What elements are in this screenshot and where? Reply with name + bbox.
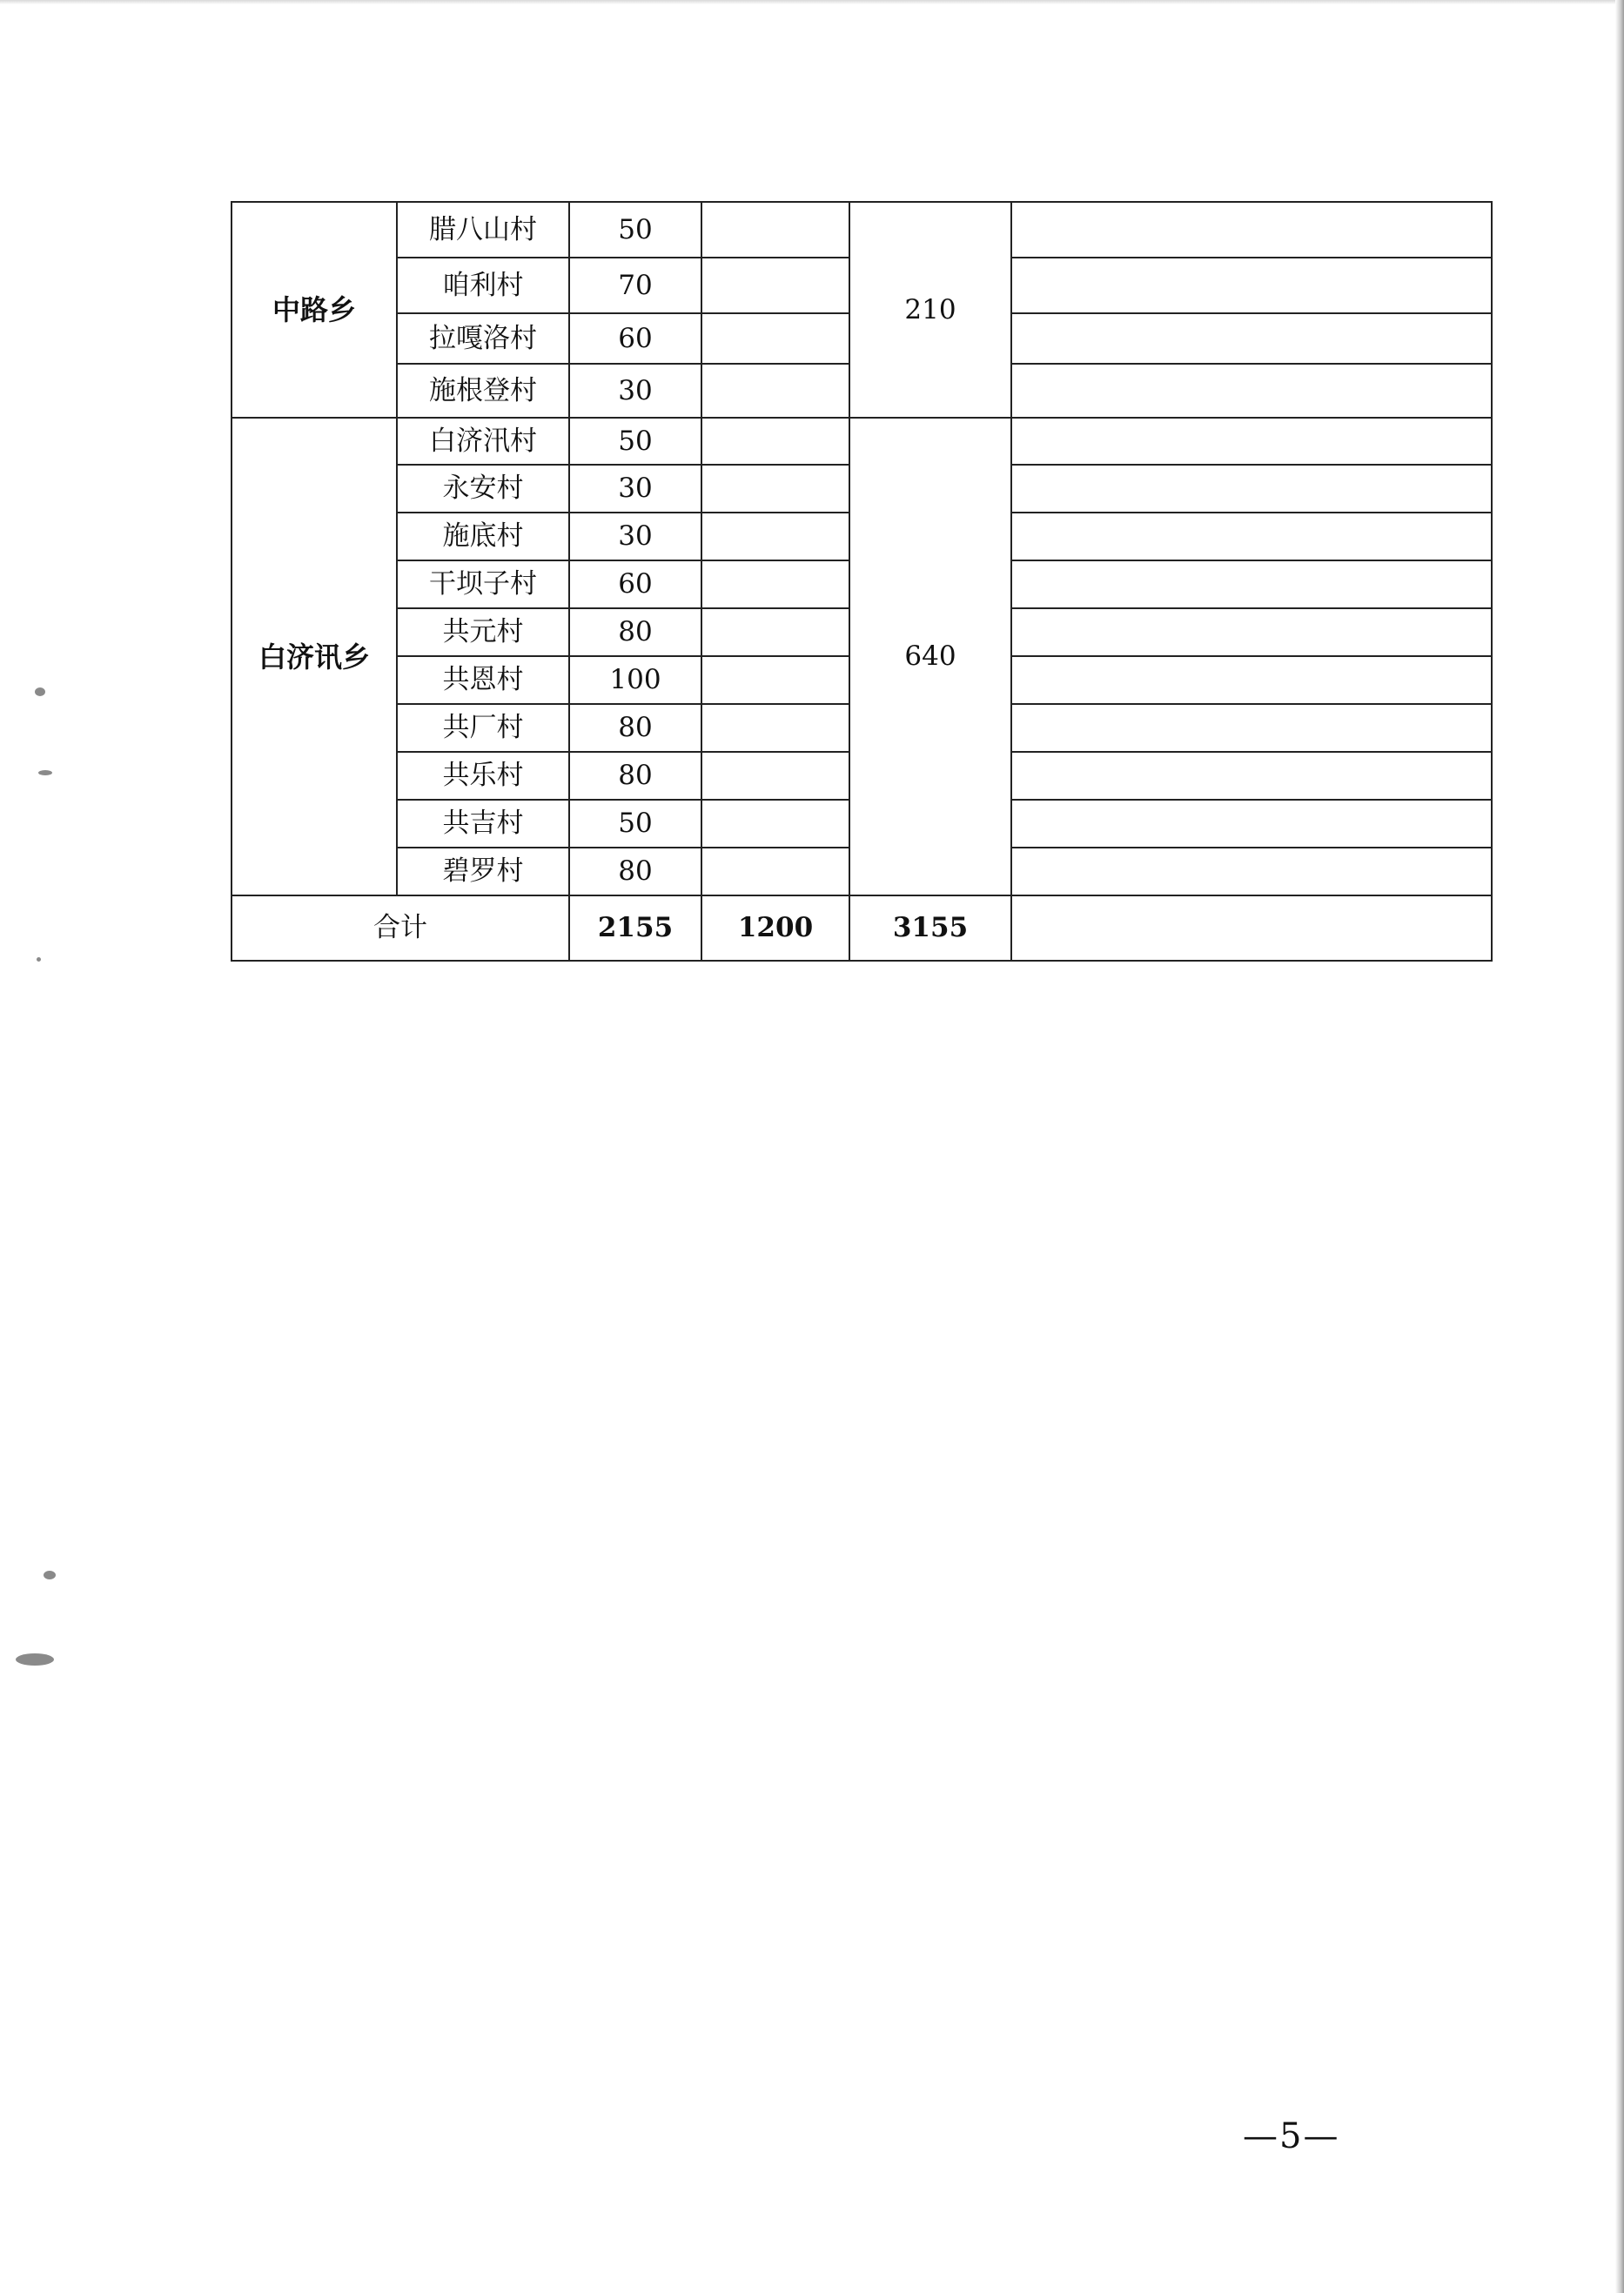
- village-name-cell: 共乐村: [397, 752, 569, 800]
- village-name-cell: 腊八山村: [397, 202, 569, 258]
- empty-cell: [701, 608, 849, 656]
- village-value-cell: 30: [569, 513, 701, 560]
- village-value-cell: 30: [569, 364, 701, 418]
- subtotal-cell: 210: [849, 202, 1011, 418]
- empty-cell: [701, 800, 849, 848]
- village-name-cell: 施底村: [397, 513, 569, 560]
- empty-cell: [701, 418, 849, 465]
- village-name-cell: 共恩村: [397, 656, 569, 704]
- scan-speck: [35, 687, 45, 696]
- empty-cell: [701, 513, 849, 560]
- village-name-cell: 共元村: [397, 608, 569, 656]
- remarks-cell: [1011, 800, 1492, 848]
- remarks-cell: [1011, 895, 1492, 961]
- empty-cell: [701, 704, 849, 752]
- empty-cell: [701, 560, 849, 608]
- village-value-cell: 80: [569, 608, 701, 656]
- empty-cell: [701, 313, 849, 364]
- village-value-cell: 50: [569, 202, 701, 258]
- township-cell: 中路乡: [232, 202, 397, 418]
- village-name-cell: 白济汛村: [397, 418, 569, 465]
- table-body: [232, 202, 1492, 961]
- allocation-table: [231, 201, 1493, 962]
- empty-cell: [701, 752, 849, 800]
- page-right-edge: [1615, 0, 1624, 2293]
- scan-speck: [44, 1571, 56, 1579]
- table-row: [232, 418, 1492, 465]
- empty-cell: [701, 258, 849, 313]
- total-value-cell: 2155: [569, 895, 701, 961]
- empty-cell: [701, 656, 849, 704]
- village-value-cell: 50: [569, 800, 701, 848]
- remarks-cell: [1011, 313, 1492, 364]
- scan-speck: [38, 770, 52, 775]
- village-name-cell: 永安村: [397, 465, 569, 513]
- remarks-cell: [1011, 704, 1492, 752]
- village-name-cell: 施根登村: [397, 364, 569, 418]
- scan-speck: [37, 957, 41, 962]
- village-name-cell: 拉嘎洛村: [397, 313, 569, 364]
- total-value-cell: 1200: [701, 895, 849, 961]
- page-number: —5—: [1243, 2116, 1340, 2156]
- remarks-cell: [1011, 848, 1492, 895]
- page-top-edge: [0, 0, 1624, 4]
- village-value-cell: 50: [569, 418, 701, 465]
- village-value-cell: 100: [569, 656, 701, 704]
- scan-speck: [16, 1653, 54, 1666]
- village-value-cell: 80: [569, 704, 701, 752]
- remarks-cell: [1011, 513, 1492, 560]
- remarks-cell: [1011, 465, 1492, 513]
- empty-cell: [701, 465, 849, 513]
- total-label-cell: 合计: [232, 895, 569, 961]
- village-value-cell: 60: [569, 560, 701, 608]
- village-value-cell: 30: [569, 465, 701, 513]
- village-value-cell: 70: [569, 258, 701, 313]
- village-name-cell: 干坝子村: [397, 560, 569, 608]
- remarks-cell: [1011, 752, 1492, 800]
- empty-cell: [701, 364, 849, 418]
- village-name-cell: 咱利村: [397, 258, 569, 313]
- remarks-cell: [1011, 656, 1492, 704]
- village-value-cell: 60: [569, 313, 701, 364]
- remarks-cell: [1011, 364, 1492, 418]
- total-row: [232, 895, 1492, 961]
- township-cell: 白济讯乡: [232, 418, 397, 895]
- empty-cell: [701, 848, 849, 895]
- subtotal-cell: 640: [849, 418, 1011, 895]
- remarks-cell: [1011, 560, 1492, 608]
- village-value-cell: 80: [569, 848, 701, 895]
- remarks-cell: [1011, 608, 1492, 656]
- village-name-cell: 共吉村: [397, 800, 569, 848]
- remarks-cell: [1011, 418, 1492, 465]
- remarks-cell: [1011, 258, 1492, 313]
- table-row: [232, 202, 1492, 258]
- empty-cell: [701, 202, 849, 258]
- total-value-cell: 3155: [849, 895, 1011, 961]
- village-name-cell: 碧罗村: [397, 848, 569, 895]
- village-value-cell: 80: [569, 752, 701, 800]
- village-name-cell: 共厂村: [397, 704, 569, 752]
- remarks-cell: [1011, 202, 1492, 258]
